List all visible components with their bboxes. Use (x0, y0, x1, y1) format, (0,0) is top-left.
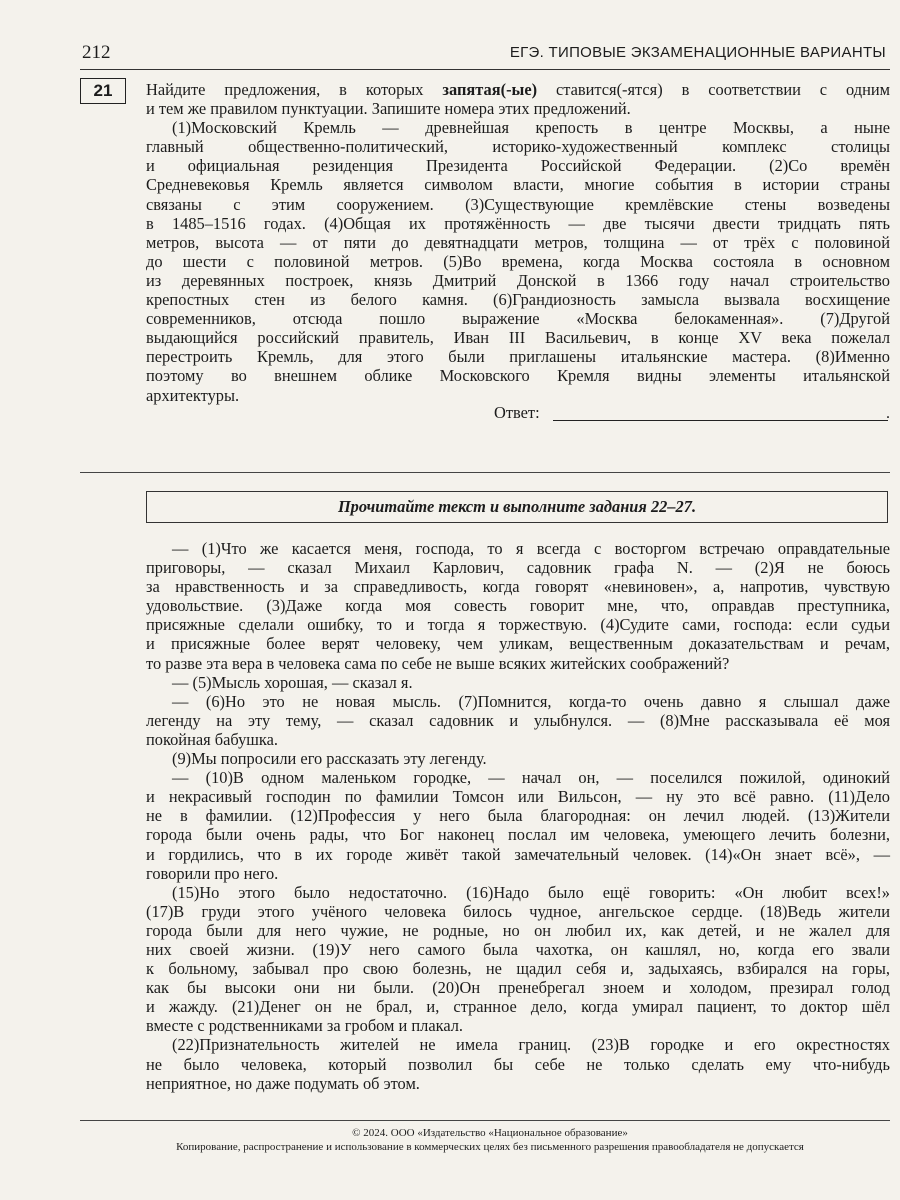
task-line: в 1485–1516 годах. (4)Общая их протяжённость — две тысячи двести тридцать пять (146, 213, 890, 233)
task-21-text (146, 80, 890, 405)
story-line: легенду на эту тему, — сказал садовник и улыбнулся. — (8)Мне рассказывала её моя (146, 710, 890, 730)
task-line: метров, высота — от пяти до девятнадцати метров, толщина — от трёх с половиной (146, 232, 890, 252)
story-line: — (6)Но это не новая мысль. (7)Помнится, когда-то очень давно я слышал даже (172, 691, 890, 711)
story-line: приговоры, — сказал Михаил Карлович, садовник графа N. — (2)Я не боюсь (146, 558, 890, 578)
story-line: присяжные сделали ошибку, то и тогда я торжествую. (4)Судите сами, господа: если судьи (146, 615, 890, 635)
page-number: 212 (82, 42, 111, 63)
story-line: как бы высоки они ни были. (20)Он пренебрегал зноем и холодом, презирал голод (146, 978, 890, 998)
copyright-line: © 2024. ООО «Издательство «Национальное образование» (352, 1127, 628, 1139)
task-line: крепостных стен из белого камня. (6)Грандиозность замысла вызвала восхищение (146, 290, 890, 310)
story-line: то разве эта вера в человека сама по себе не выше всяких житейских соображений? (146, 653, 730, 673)
footer-rule (80, 1120, 890, 1121)
task-line: поэтому во внешнем облике Московского Кремля видны элементы итальянской (146, 366, 890, 386)
task-line: перестроить Кремль, для этого были приглашены итальянские мастера. (8)Именно (146, 347, 890, 367)
story-line: — (5)Мысль хорошая, — сказал я. (172, 672, 413, 692)
story-line: и присяжные более верят человеку, чем уликам, вещественным доказательствам и речам, (146, 634, 890, 654)
running-title: ЕГЭ. ТИПОВЫЕ ЭКЗАМЕНАЦИОННЫЕ ВАРИАНТЫ (509, 44, 886, 61)
header-rule (80, 69, 890, 70)
story-line: — (10)В одном маленьком городке, — начал он, — поселился пожилой, одинокий (172, 768, 890, 788)
story-line: них своей жизни. (19)У него самого была чахотка, он кашлял, но, когда его звали (146, 939, 890, 959)
story-line: города были очень рады, что Бог наконец послал им человека, умеющего лечить болезни, (146, 825, 890, 845)
story-line: и некрасивый господин по фамилии Томсон или Вильсон, — ну это всё равно. (11)Дело (146, 787, 890, 807)
task-line: и официальная резиденция Президента Российской Федерации. (2)Со времён (146, 156, 890, 176)
answer-field[interactable] (553, 420, 888, 421)
task-line: современников, отсюда пошло выражение «Москва белокаменная». (7)Другой (146, 309, 890, 329)
task-line: из деревянных построек, князь Дмитрий Донской в 1366 году начал строительство (146, 270, 890, 290)
story-line: покойная бабушка. (146, 729, 278, 749)
section-divider (80, 472, 890, 473)
story-line: вместе с родственниками за гробом и плакал. (146, 1016, 464, 1036)
story-line: — (1)Что же касается меня, господа, то я всегда с восторгом встречаю оправдательные (172, 539, 890, 558)
story-text (146, 539, 890, 1093)
task-line: Найдите предложения, в которых запятая(-ые) ставится(-ятся) в соответствии с одним (146, 80, 890, 99)
task-line: связаны с этим сооружением. (3)Существующие кремлёвские стены возведены (146, 194, 890, 214)
story-line: неприятное, но даже подумать об этом. (146, 1073, 420, 1093)
task-line: (1)Московский Кремль — древнейшая крепость в центре Москвы, а ныне (172, 118, 890, 138)
copyright-notice: Копирование, распространение и использование в коммерческих целях без письменного разрешения правообладателя не допускается (176, 1141, 804, 1153)
task-line: выдающийся российский правитель, Иван III Васильевич, в конце XV века пожелал (146, 328, 890, 348)
answer-label: Ответ: (494, 403, 540, 422)
task-line: и тем же правилом пунктуации. Запишите номера этих предложений. (146, 99, 631, 119)
story-line: не было человека, который позволил бы себе не только сделать ему что-нибудь (146, 1054, 890, 1074)
story-line: города были для него чужие, не родные, но он любил их, как детей, и не жалел для (146, 920, 890, 940)
instruction-box: Прочитайте текст и выполните задания 22–27. (146, 491, 888, 523)
story-line: (17)В груди этого учёного человека билось чудное, ангельское сердце. (18)Ведь жители (146, 901, 890, 921)
story-line: не в фамилии. (12)Профессия у него была благородная: он лечил людей. (13)Жители (146, 806, 890, 826)
story-line: за нравственность и за справедливость, когда говорят «невиновен», а, напротив, чувствую (146, 577, 890, 597)
story-line: (15)Но этого было недостаточно. (16)Надо было ещё говорить: «Он любит всех!» (172, 882, 890, 902)
story-line: (22)Признательность жителей не имела границ. (23)В городке и его окрестностях (172, 1035, 890, 1055)
task-line: Средневековья Кремль является символом власти, многие события в истории страны (146, 175, 890, 195)
story-line: и гордились, что в их городе живёт такой замечательный человек. (14)«Он знает всё», — (146, 844, 890, 864)
story-line: и жажду. (21)Денег он не брал, и, странное дело, когда умирал пациент, то доктор шёл (146, 997, 890, 1017)
story-line: (9)Мы попросили его рассказать эту легенду. (172, 749, 487, 769)
story-line: говорили про него. (146, 863, 279, 883)
story-line: удовольствие. (3)Даже когда моя совесть говорит мне, что, оправдав преступника, (146, 596, 890, 616)
task-line: главный общественно-политический, историко-художественный комплекс столицы (146, 137, 890, 157)
story-line: к больному, забывал про свою болезнь, не щадил себя и, задыхаясь, взбирался на горы, (146, 959, 890, 979)
task-number-box: 21 (80, 78, 126, 104)
task-line: до шести с половиной метров. (5)Во времена, когда Москва состояла в основном (146, 251, 890, 271)
answer-period: . (886, 405, 890, 422)
task-line: архитектуры. (146, 385, 240, 405)
